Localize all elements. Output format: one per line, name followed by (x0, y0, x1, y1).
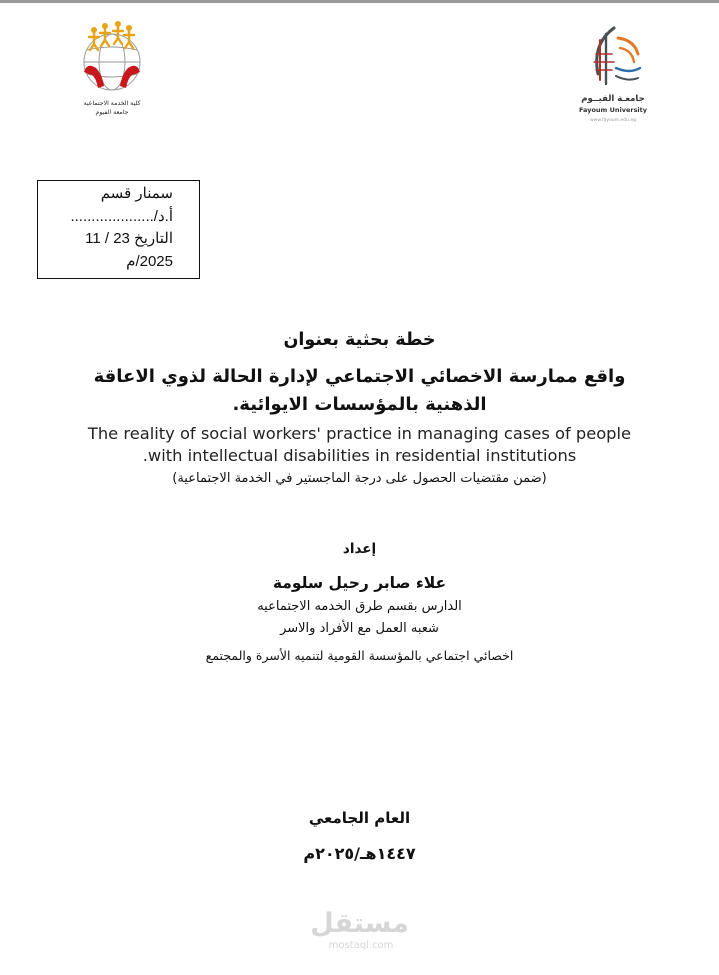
author-name: علاء صابر رحيل سلومة (272, 574, 447, 592)
seminar-info-box (37, 180, 200, 279)
faculty-logo (78, 18, 146, 118)
watermark-ar: مستقل (310, 908, 409, 939)
plan-title-label: خطة بحثية بعنوان (283, 330, 436, 350)
academic-year-value: ١٤٤٧هـ/٢٠٢٥م (303, 844, 416, 863)
faculty-emblem-icon (78, 18, 146, 102)
university-logo-caption-ar: جامعـة الفيــوم (581, 94, 645, 104)
university-logo-caption-en: Fayoum University (578, 106, 648, 114)
watermark-en: mostaql.com (328, 940, 394, 951)
university-logo (578, 24, 648, 128)
university-logo-caption-url: www.fayoum.edu.eg (589, 118, 636, 123)
prepared-by-label: إعداد (342, 541, 377, 557)
plan-title-ar-line1: واقع ممارسة الاخصائي الاجتماعي لإدارة الحالة لذوي الاعاقة (93, 366, 626, 387)
top-border-line (0, 0, 719, 3)
plan-title-en-line2: .with intellectual disabilities in residential institutions (142, 446, 577, 465)
seminar-supervisor: أ.د/.................... (70, 207, 173, 225)
seminar-date: التاريخ 23 / 11 (85, 230, 173, 247)
university-emblem-icon (578, 24, 648, 92)
faculty-logo-caption-line1: كلية الخدمة الاجتماعية (83, 100, 141, 107)
academic-year-label: العام الجامعي (308, 809, 411, 827)
seminar-department: سمنار قسم (100, 185, 173, 202)
author-occupation: اخصائي اجتماعي بالمؤسسة القومية لتنميه الأسرة والمجتمع (205, 648, 514, 663)
plan-title-ar-line2: الذهنية بالمؤسسات الايوائية. (232, 394, 487, 415)
plan-title-en-line1: The reality of social workers' practice in managing cases of people (87, 424, 632, 443)
seminar-year: 2025/م (126, 252, 173, 270)
degree-requirement-note: (ضمن مقتضيات الحصول على درجة الماجستير في الخدمة الاجتماعية) (172, 471, 547, 486)
mostaql-watermark (310, 908, 409, 952)
author-division: شعبه العمل مع الأفراد والاسر (280, 621, 439, 636)
author-department: الدارس بقسم طرق الخدمه الاجتماعيه (257, 599, 462, 614)
faculty-logo-caption-line2: جامعة الفيوم (95, 109, 129, 116)
